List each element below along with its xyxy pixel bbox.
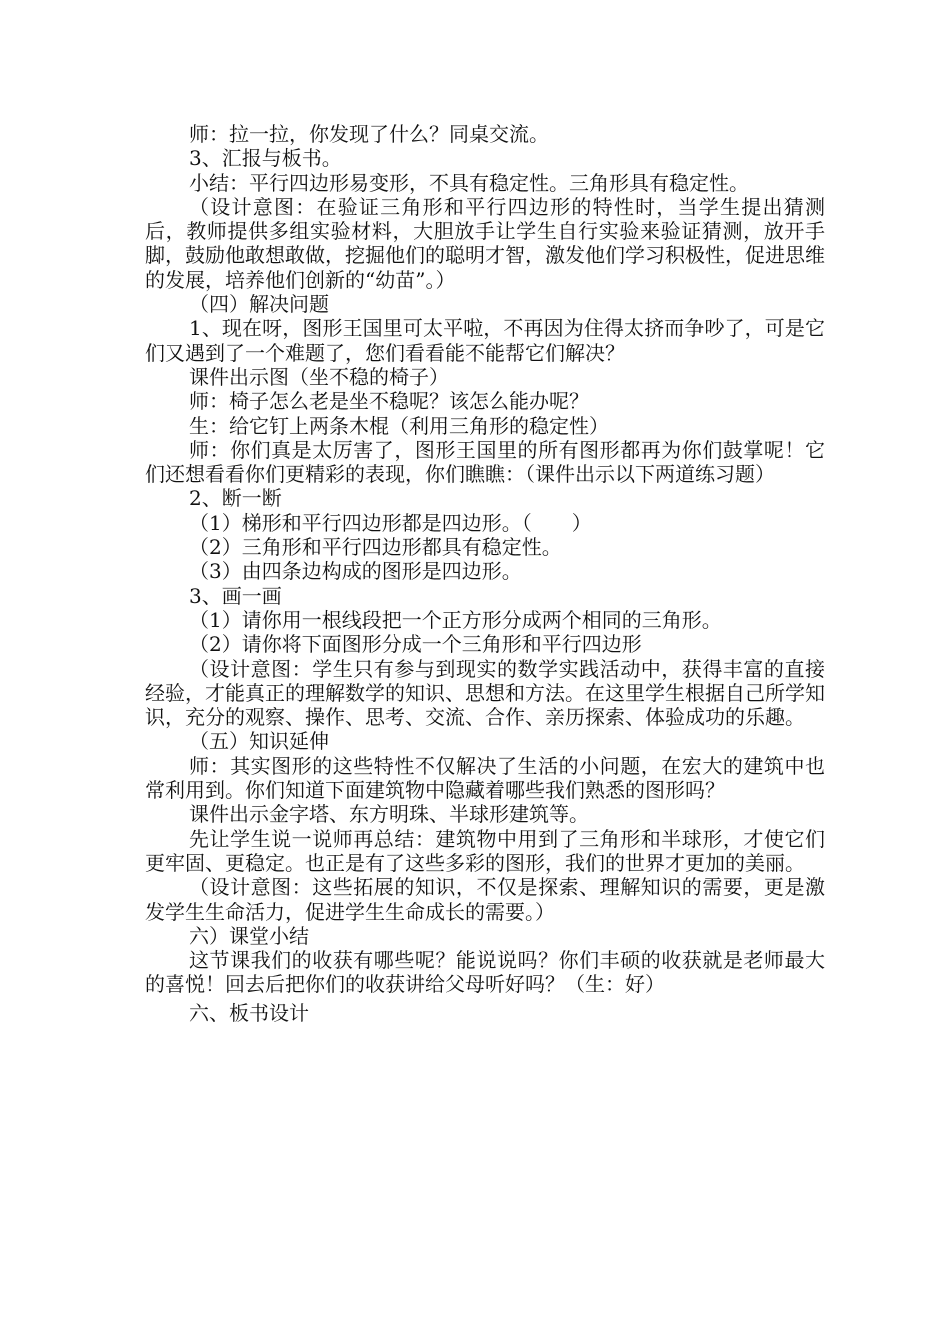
section-heading: （五）知识延伸 xyxy=(189,729,329,754)
paragraph: 师：拉一拉，你发现了什么？同桌交流。 xyxy=(189,122,549,146)
section-heading: 六）课堂小结 xyxy=(189,923,309,948)
document-page xyxy=(145,122,825,1025)
paragraph: 这节课我们的收获有哪些呢？能说说吗？你们丰硕的收获就是老师最大的喜悦！回去后把你们的收获讲给父母听好吗？（生：好） xyxy=(145,948,825,997)
design-intent-paragraph: （设计意图：这些拓展的知识，不仅是探索、理解知识的需要，更是激发学生生命活力，促进学生生命成长的需要。） xyxy=(145,875,825,924)
exercise-item: （3）由四条边构成的图形是四边形。 xyxy=(189,559,522,584)
exercise-heading: 2、断一断 xyxy=(189,486,282,511)
paragraph: 先让学生说一说师再总结：建筑物中用到了三角形和半球形，才使它们更牢固、更稳定。也正是有了这些多彩的图形，我们的世界才更加的美丽。 xyxy=(145,826,825,875)
section-heading: 六、板书设计 xyxy=(189,1000,309,1025)
design-intent-paragraph: （设计意图：在验证三角形和平行四边形的特性时，当学生提出猜测后，教师提供多组实验材料，大胆放手让学生自行实验来验证猜测，放开手脚，鼓励他敢想敢做，挖掘他们的聪明才智，激发他们学习积极性，促进思维的发展，培养他们创新的“幼苗”。） xyxy=(145,194,825,292)
exercise-heading: 3、画一画 xyxy=(189,583,282,608)
paragraph: 生：给它钉上两条木棍（利用三角形的稳定性） xyxy=(189,413,609,438)
paragraph: 3、汇报与板书。 xyxy=(189,146,342,171)
paragraph: 师：你们真是太厉害了，图形王国里的所有图形都再为你们鼓掌呢！它们还想看看你们更精彩的表现，你们瞧瞧：（课件出示以下两道练习题） xyxy=(145,437,825,487)
exercise-item: （1）请你用一根线段把一个正方形分成两个相同的三角形。 xyxy=(189,607,722,632)
paragraph: 师：椅子怎么老是坐不稳呢？该怎么能办呢？ xyxy=(189,389,589,414)
exercise-item: （1）梯形和平行四边形都是四边形。（ ） xyxy=(189,510,592,535)
paragraph: 师：其实图形的这些特性不仅解决了生活的小问题，在宏大的建筑中也常利用到。你们知道下面建筑物中隐藏着哪些我们熟悉的图形吗？ xyxy=(145,753,825,803)
paragraph: 课件出示金字塔、东方明珠、半球形建筑等。 xyxy=(189,802,589,827)
exercise-item: （2）请你将下面图形分成一个三角形和平行四边形 xyxy=(189,632,642,657)
exercise-item: （2）三角形和平行四边形都具有稳定性。 xyxy=(189,535,562,560)
paragraph: 课件出示图（坐不稳的椅子） xyxy=(189,364,449,389)
design-intent-paragraph: （设计意图：学生只有参与到现实的数学实践活动中，获得丰富的直接经验，才能真正的理解数学的知识、思想和方法。在这里学生根据自己所学知识，充分的观察、操作、思考、交流、合作、亲历探索、体验成功的乐趣。 xyxy=(145,656,825,730)
section-heading: （四）解决问题 xyxy=(189,292,329,317)
paragraph: 小结：平行四边形易变形，不具有稳定性。三角形具有稳定性。 xyxy=(189,170,749,195)
paragraph: 1、现在呀，图形王国里可太平啦，不再因为住得太挤而争吵了，可是它们又遇到了一个难题了，您们看看能不能帮它们解决？ xyxy=(145,316,825,365)
